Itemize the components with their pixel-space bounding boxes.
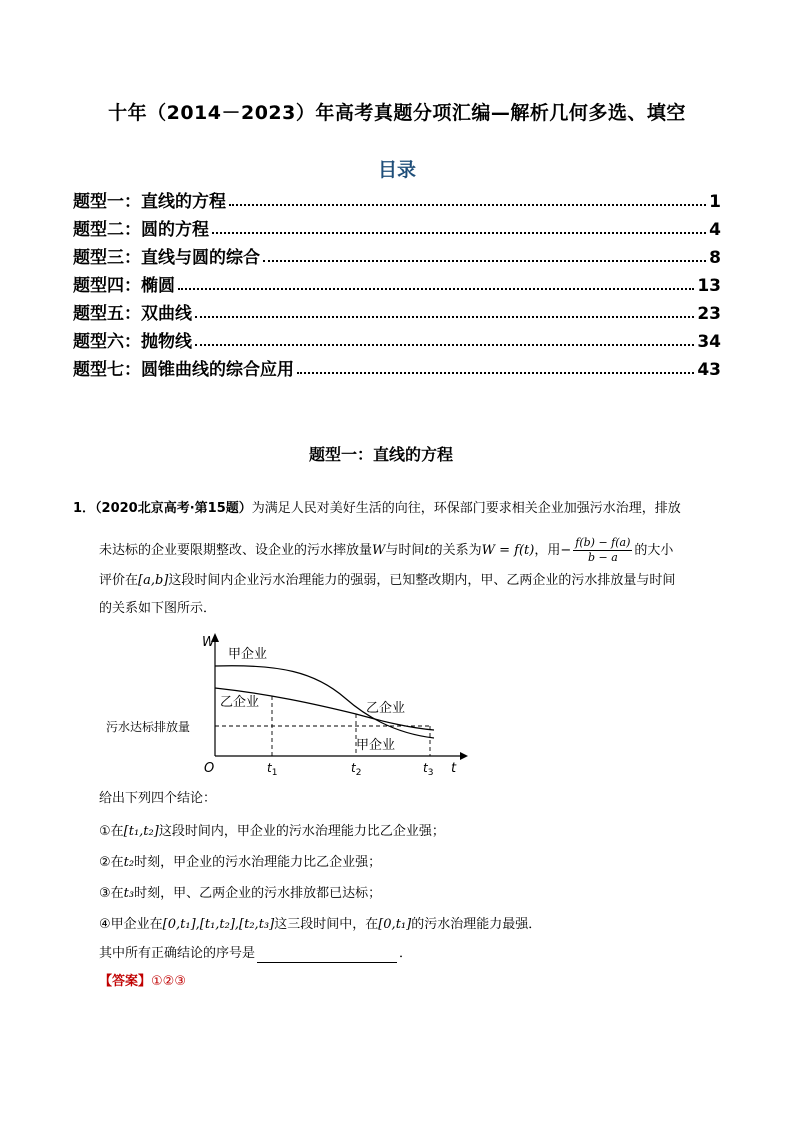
origin-label: O [204,761,215,776]
curve-jia-label-bottom: 甲企业 [356,738,396,753]
question-text: 这段时间内企业污水治理能力的强弱，已知整改期内，甲、乙两企业的污水排放量与时间 [168,573,676,588]
curve-yi-label-right: 乙企业 [366,701,406,716]
toc-entry-label: 题型一：直线的方程 [73,192,226,212]
toc-entry[interactable] [73,324,721,352]
toc-entry-label: 题型二：圆的方程 [73,220,209,240]
toc-leader-dots [263,259,706,262]
curve-jia-label: 甲企业 [228,647,268,662]
toc-entry[interactable] [73,240,721,268]
conclusion-text: 时刻，甲企业的污水治理能力比乙企业强； [134,855,382,870]
y-axis-label: W [202,635,215,650]
question-line-2 [99,536,749,565]
emission-graph [100,628,480,780]
question-prompt [99,945,412,963]
toc-entry-page: 13 [697,276,721,296]
toc-entry[interactable] [73,268,721,296]
conclusions-intro: 给出下列四个结论： [99,791,217,806]
toc-entry[interactable] [73,212,721,240]
toc-entry-page: 23 [697,304,721,324]
toc-heading: 目录 [377,159,416,181]
answer-value: ①②③ [151,974,186,989]
conclusion-mark: ④甲企业在 [99,917,163,932]
fraction-numerator: f(b) − f(a) [575,536,631,549]
var-t: t [424,543,430,558]
tick-t2: $t_2$ [351,761,362,778]
question-number: 1． [73,501,96,516]
question-text: 的关系如下图所示． [99,601,217,616]
tick-t1: $t_1$ [267,761,278,778]
var-t3: t₃ [123,886,135,901]
question-text: 的关系为 [429,543,482,558]
question-text: 为满足人民对美好生活的向往，环保部门要求相关企业加强污水治理，排放 [251,501,681,516]
standard-level-label: 污水达标排放量 [106,720,191,734]
conclusion-4 [99,916,541,934]
question-text: ，用 [534,543,561,558]
tick-t3: $t_3$ [423,761,434,778]
toc-leader-dots [297,371,694,374]
conclusion-mark: ③在 [99,886,124,901]
conclusion-2 [99,854,381,872]
conclusion-text: 这段时间内，甲企业的污水治理能力比乙企业强； [158,824,445,839]
var-t2: t₂ [123,855,135,870]
prompt-text: 其中所有正确结论的序号是 [99,946,256,961]
fraction-denominator: b − a [587,551,618,564]
toc-entry-page: 43 [697,360,721,380]
formula-w-eq-ft: W = f(t) [481,543,535,558]
intervals-three: [0,t₁],[t₁,t₂],[t₂,t₃] [162,917,275,932]
toc-leader-dots [178,287,694,290]
section-heading: 题型一：直线的方程 [308,445,453,464]
toc-entry-label: 题型七：圆锥曲线的综合应用 [73,360,294,380]
answer-line [99,970,186,989]
toc-leader-dots [229,203,706,206]
question-line-3 [99,572,749,590]
question-text: 评价在 [99,573,139,588]
curve-yi-label: 乙企业 [220,695,260,710]
conclusion-text: 的污水治理能力最强． [411,917,542,932]
prompt-end: ． [399,946,413,961]
var-w: W [372,543,386,558]
toc-entry-page: 1 [709,192,721,212]
minus-sign: − [560,543,572,558]
question-text: 与时间 [385,543,425,558]
conclusion-1 [99,823,445,841]
conclusion-text: 时刻，甲、乙两企业的污水排放都已达标； [134,886,382,901]
toc-entry[interactable] [73,296,721,324]
question-source: （2020北京高考·第15题） [95,501,252,516]
toc-entry[interactable] [73,352,721,380]
interval-ab: [a,b] [138,573,169,588]
toc-leader-dots [195,343,694,346]
toc-entry-label: 题型五：双曲线 [73,304,192,324]
toc-leader-dots [195,315,694,318]
toc-entry-label: 题型三：直线与圆的综合 [73,248,260,268]
toc-entry[interactable] [73,184,721,212]
x-axis-arrow [460,752,468,760]
question-text: 未达标的企业要限期整改、设企业的污水摔放量 [99,543,373,558]
document-title: 十年（2014－2023）年高考真题分项汇编—解析几何多选、填空 [108,102,686,124]
conclusion-mark: ②在 [99,855,124,870]
rate-fraction [573,536,632,565]
interval-0-t1: [0,t₁] [378,917,412,932]
answer-tag: 【答案】 [99,974,152,989]
question-line-1 [73,500,723,518]
question-line-4 [99,600,749,618]
toc-entry-page: 34 [697,332,721,352]
toc-entry-page: 8 [709,248,721,268]
conclusion-text: 这三段时间中，在 [274,917,379,932]
toc-leader-dots [212,231,706,234]
question-text: 的大小 [634,543,674,558]
toc-entry-page: 4 [709,220,721,240]
toc-entry-label: 题型四：椭圆 [73,276,175,296]
conclusion-3 [99,885,381,903]
toc-entry-label: 题型六：抛物线 [73,332,192,352]
table-of-contents [73,184,721,380]
answer-blank[interactable] [257,948,397,963]
x-axis-label: t [451,761,457,776]
interval-t1-t2: [t₁,t₂] [123,824,159,839]
conclusion-mark: ①在 [99,824,124,839]
